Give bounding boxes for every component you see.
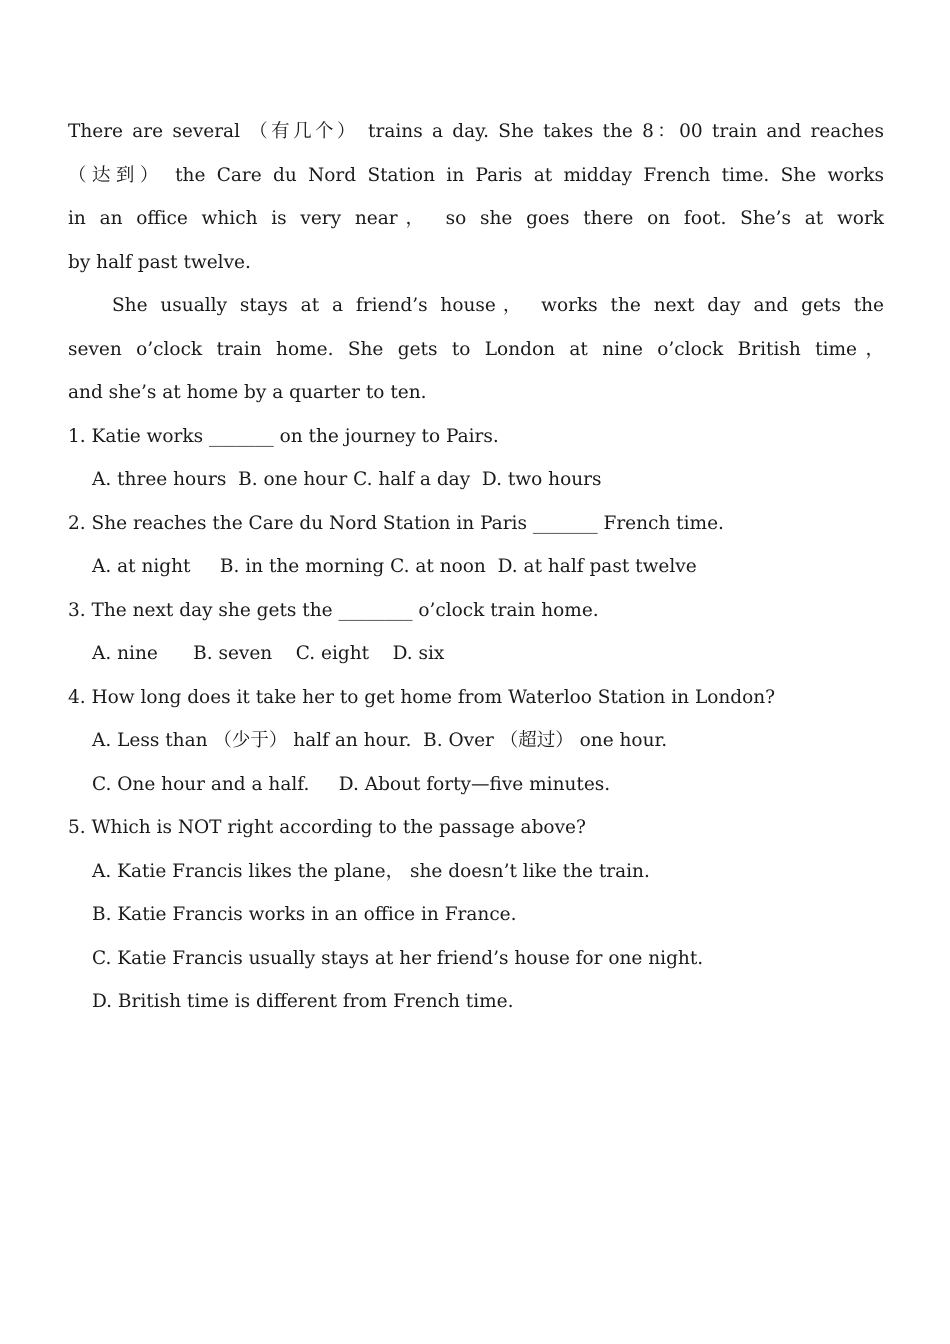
passage-line: and she’s at home by a quarter to ten. (68, 382, 427, 403)
passage-paragraph-2 (68, 284, 886, 415)
passage-paragraph-1 (68, 110, 886, 284)
question-options: A. Less than （少于） half an hour. B. Over （超过） one hour. (92, 730, 668, 751)
question-options: C. One hour and a half. D. About forty—five minutes. (92, 773, 611, 795)
question-stem: 1. Katie works _______ on the journey to Pairs. (68, 425, 499, 447)
question-options: A. at night B. in the morning C. at noon D. at half past twelve (92, 556, 697, 577)
question-2 (68, 502, 886, 589)
question-option-c: C. Katie Francis usually stays at her friend’s house for one night. (92, 947, 704, 969)
question-3 (68, 589, 886, 676)
passage-line: seven o’clock train home. She gets to London at nine o’clock British time， (68, 338, 884, 360)
question-option-b: B. Katie Francis works in an office in France. (92, 904, 517, 925)
question-option-d: D. British time is different from French time. (92, 991, 514, 1012)
question-options: A. three hours B. one hour C. half a day D. two hours (92, 469, 602, 490)
passage-line: She usually stays at a friend’s house， works the next day and gets the (112, 295, 884, 316)
passage-line: in an office which is very near， so she goes there on foot. She’s at work (68, 208, 884, 229)
question-1 (68, 415, 886, 502)
document-page (68, 110, 886, 1024)
question-stem: 2. She reaches the Care du Nord Station in Paris _______ French time. (68, 512, 724, 534)
passage-line: There are several （有几个） trains a day. She takes the 8：00 train and reaches (68, 121, 884, 142)
question-4 (68, 676, 886, 807)
question-stem: 3. The next day she gets the ________ o’clock train home. (68, 599, 599, 621)
question-5 (68, 806, 886, 1024)
passage-line: （达到） the Care du Nord Station in Paris at midday French time. She works (68, 164, 884, 186)
question-option-a: A. Katie Francis likes the plane， she doesn’t like the train. (92, 860, 650, 882)
question-stem: 4. How long does it take her to get home from Waterloo Station in London? (68, 686, 776, 708)
question-stem: 5. Which is NOT right according to the passage above? (68, 817, 586, 838)
question-options: A. nine B. seven C. eight D. six (92, 643, 445, 664)
passage-line: by half past twelve. (68, 251, 251, 273)
